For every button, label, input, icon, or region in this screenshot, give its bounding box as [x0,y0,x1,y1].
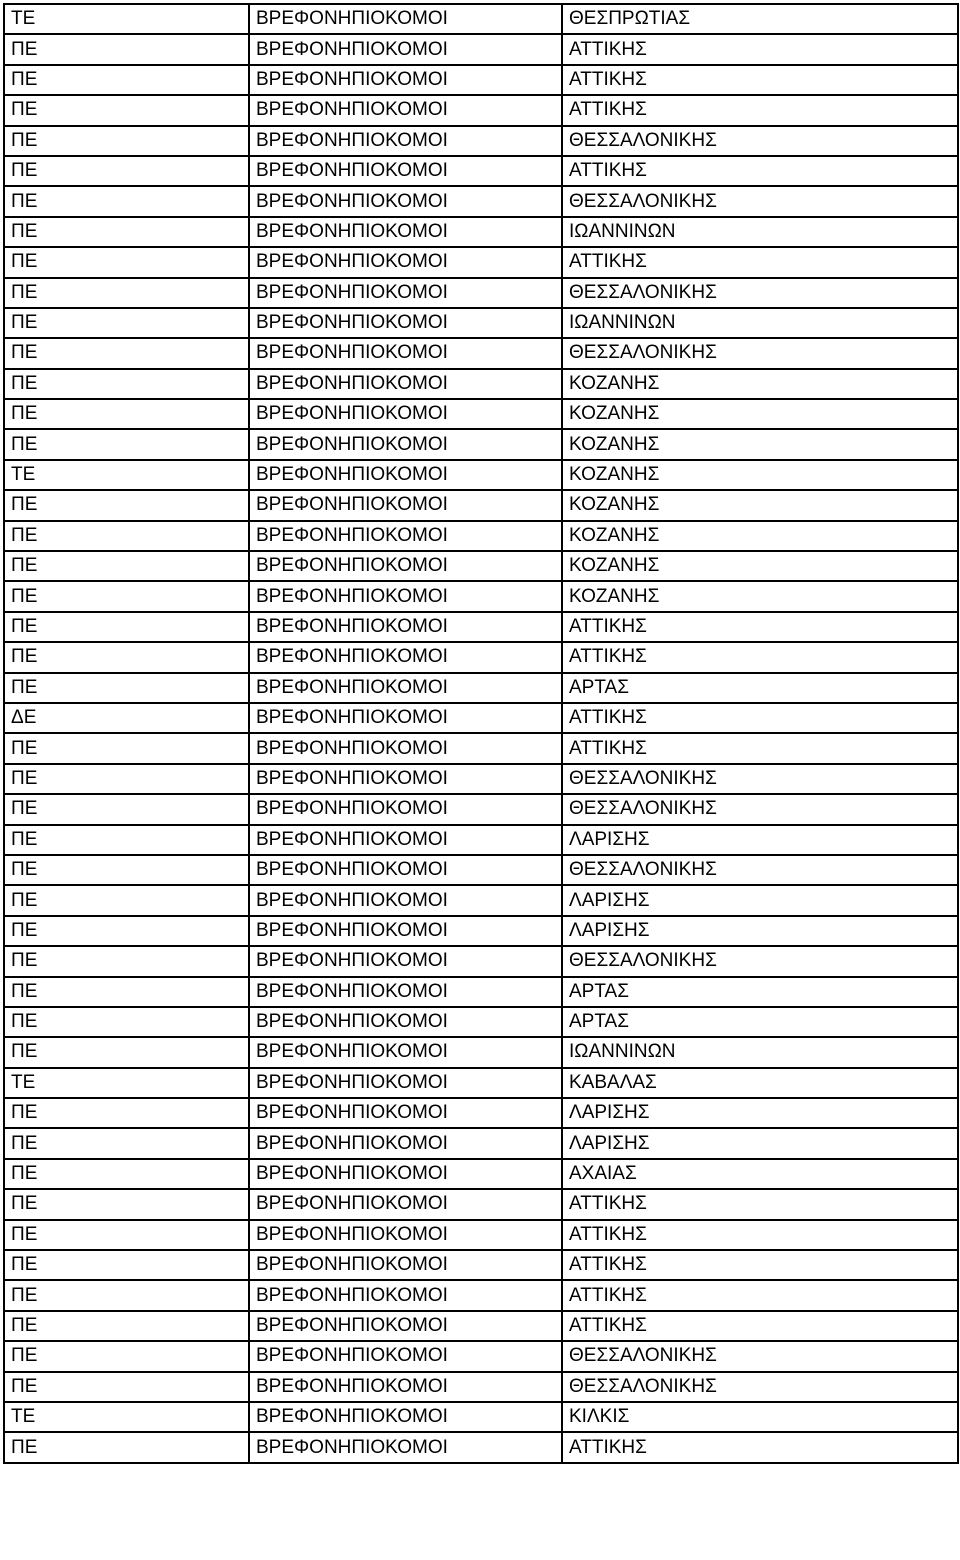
specialty-cell: ΒΡΕΦΟΝΗΠΙΟΚΟΜΟΙ [249,1159,562,1189]
specialty-cell: ΒΡΕΦΟΝΗΠΙΟΚΟΜΟΙ [249,1007,562,1037]
table-row [4,1432,958,1462]
table-row [4,429,958,459]
region-cell: ΑΤΤΙΚΗΣ [562,65,958,95]
specialty-cell: ΒΡΕΦΟΝΗΠΙΟΚΟΜΟΙ [249,551,562,581]
region-cell: ΘΕΣΣΑΛΟΝΙΚΗΣ [562,946,958,976]
region-cell: ΘΕΣΣΑΛΟΝΙΚΗΣ [562,794,958,824]
category-cell: ΠΕ [4,34,249,64]
specialty-cell: ΒΡΕΦΟΝΗΠΙΟΚΟΜΟΙ [249,126,562,156]
specialty-cell: ΒΡΕΦΟΝΗΠΙΟΚΟΜΟΙ [249,1402,562,1432]
region-cell: ΚΟΖΑΝΗΣ [562,581,958,611]
specialty-cell: ΒΡΕΦΟΝΗΠΙΟΚΟΜΟΙ [249,1250,562,1280]
table-row [4,703,958,733]
region-cell: ΑΧΑΙΑΣ [562,1159,958,1189]
category-cell: ΤΕ [4,460,249,490]
specialty-cell: ΒΡΕΦΟΝΗΠΙΟΚΟΜΟΙ [249,1098,562,1128]
region-cell: ΚΟΖΑΝΗΣ [562,521,958,551]
category-cell: ΠΕ [4,551,249,581]
specialty-cell: ΒΡΕΦΟΝΗΠΙΟΚΟΜΟΙ [249,794,562,824]
category-cell: ΠΕ [4,764,249,794]
category-cell: ΠΕ [4,855,249,885]
specialty-cell: ΒΡΕΦΟΝΗΠΙΟΚΟΜΟΙ [249,247,562,277]
category-cell: ΠΕ [4,217,249,247]
table-row [4,642,958,672]
category-cell: ΠΕ [4,885,249,915]
region-cell: ΑΤΤΙΚΗΣ [562,1280,958,1310]
region-cell: ΘΕΣΣΑΛΟΝΙΚΗΣ [562,764,958,794]
specialty-cell: ΒΡΕΦΟΝΗΠΙΟΚΟΜΟΙ [249,95,562,125]
region-cell: ΑΤΤΙΚΗΣ [562,95,958,125]
category-cell: ΠΕ [4,1432,249,1462]
table-row [4,1220,958,1250]
region-cell: ΑΤΤΙΚΗΣ [562,1189,958,1219]
category-cell: ΠΕ [4,673,249,703]
category-cell: ΠΕ [4,1372,249,1402]
category-cell: ΤΕ [4,4,249,34]
specialty-cell: ΒΡΕΦΟΝΗΠΙΟΚΟΜΟΙ [249,521,562,551]
category-cell: ΠΕ [4,126,249,156]
category-cell: ΠΕ [4,1220,249,1250]
table-row [4,95,958,125]
specialty-cell: ΒΡΕΦΟΝΗΠΙΟΚΟΜΟΙ [249,4,562,34]
category-cell: ΠΕ [4,946,249,976]
region-cell: ΚΟΖΑΝΗΣ [562,551,958,581]
category-cell: ΔΕ [4,703,249,733]
region-cell: ΑΤΤΙΚΗΣ [562,733,958,763]
table-row [4,186,958,216]
table-row [4,946,958,976]
specialty-cell: ΒΡΕΦΟΝΗΠΙΟΚΟΜΟΙ [249,581,562,611]
category-cell: ΠΕ [4,490,249,520]
category-cell: ΠΕ [4,1007,249,1037]
table-row [4,1007,958,1037]
table-row [4,65,958,95]
region-cell: ΑΤΤΙΚΗΣ [562,1220,958,1250]
category-cell: ΠΕ [4,247,249,277]
category-cell: ΠΕ [4,521,249,551]
specialty-cell: ΒΡΕΦΟΝΗΠΙΟΚΟΜΟΙ [249,946,562,976]
category-cell: ΠΕ [4,1280,249,1310]
table-row [4,794,958,824]
category-cell: ΠΕ [4,1159,249,1189]
table-row [4,338,958,368]
region-cell: ΑΡΤΑΣ [562,977,958,1007]
table-row [4,1068,958,1098]
region-cell: ΘΕΣΣΑΛΟΝΙΚΗΣ [562,855,958,885]
region-cell: ΘΕΣΣΑΛΟΝΙΚΗΣ [562,278,958,308]
specialty-cell: ΒΡΕΦΟΝΗΠΙΟΚΟΜΟΙ [249,855,562,885]
table-row [4,551,958,581]
table-row [4,1250,958,1280]
table-row [4,278,958,308]
table-row [4,521,958,551]
category-cell: ΠΕ [4,308,249,338]
region-cell: ΘΕΣΣΑΛΟΝΙΚΗΣ [562,186,958,216]
category-cell: ΠΕ [4,1311,249,1341]
table-row [4,581,958,611]
category-cell: ΠΕ [4,95,249,125]
region-cell: ΙΩΑΝΝΙΝΩΝ [562,217,958,247]
region-cell: ΛΑΡΙΣΗΣ [562,1128,958,1158]
region-cell: ΘΕΣΠΡΩΤΙΑΣ [562,4,958,34]
region-cell: ΚΟΖΑΝΗΣ [562,369,958,399]
specialty-cell: ΒΡΕΦΟΝΗΠΙΟΚΟΜΟΙ [249,1311,562,1341]
table-row [4,156,958,186]
specialty-cell: ΒΡΕΦΟΝΗΠΙΟΚΟΜΟΙ [249,1341,562,1371]
table-row [4,1280,958,1310]
specialty-cell: ΒΡΕΦΟΝΗΠΙΟΚΟΜΟΙ [249,186,562,216]
category-cell: ΠΕ [4,1128,249,1158]
specialty-cell: ΒΡΕΦΟΝΗΠΙΟΚΟΜΟΙ [249,429,562,459]
table-row [4,977,958,1007]
table-row [4,885,958,915]
specialty-cell: ΒΡΕΦΟΝΗΠΙΟΚΟΜΟΙ [249,1037,562,1067]
region-cell: ΑΤΤΙΚΗΣ [562,1250,958,1280]
specialty-cell: ΒΡΕΦΟΝΗΠΙΟΚΟΜΟΙ [249,825,562,855]
specialty-cell: ΒΡΕΦΟΝΗΠΙΟΚΟΜΟΙ [249,642,562,672]
specialty-cell: ΒΡΕΦΟΝΗΠΙΟΚΟΜΟΙ [249,733,562,763]
category-cell: ΤΕ [4,1068,249,1098]
region-cell: ΑΤΤΙΚΗΣ [562,34,958,64]
specialty-cell: ΒΡΕΦΟΝΗΠΙΟΚΟΜΟΙ [249,338,562,368]
region-cell: ΘΕΣΣΑΛΟΝΙΚΗΣ [562,126,958,156]
category-cell: ΠΕ [4,65,249,95]
region-cell: ΘΕΣΣΑΛΟΝΙΚΗΣ [562,338,958,368]
category-cell: ΠΕ [4,1037,249,1067]
category-cell: ΠΕ [4,186,249,216]
specialty-cell: ΒΡΕΦΟΝΗΠΙΟΚΟΜΟΙ [249,1432,562,1462]
table-row [4,764,958,794]
region-cell: ΑΤΤΙΚΗΣ [562,703,958,733]
table-body [4,4,958,1463]
specialty-cell: ΒΡΕΦΟΝΗΠΙΟΚΟΜΟΙ [249,703,562,733]
region-cell: ΘΕΣΣΑΛΟΝΙΚΗΣ [562,1372,958,1402]
table-row [4,217,958,247]
category-cell: ΠΕ [4,642,249,672]
specialty-cell: ΒΡΕΦΟΝΗΠΙΟΚΟΜΟΙ [249,977,562,1007]
region-cell: ΚΟΖΑΝΗΣ [562,490,958,520]
table-row [4,1159,958,1189]
table-row [4,1402,958,1432]
region-cell: ΛΑΡΙΣΗΣ [562,916,958,946]
category-cell: ΠΕ [4,429,249,459]
specialty-cell: ΒΡΕΦΟΝΗΠΙΟΚΟΜΟΙ [249,885,562,915]
table-row [4,673,958,703]
table-row [4,916,958,946]
region-cell: ΑΤΤΙΚΗΣ [562,156,958,186]
specialty-cell: ΒΡΕΦΟΝΗΠΙΟΚΟΜΟΙ [249,278,562,308]
category-cell: ΠΕ [4,916,249,946]
category-cell: ΠΕ [4,1341,249,1371]
table-row [4,4,958,34]
category-cell: ΠΕ [4,278,249,308]
region-cell: ΑΤΤΙΚΗΣ [562,247,958,277]
category-cell: ΠΕ [4,156,249,186]
specialty-cell: ΒΡΕΦΟΝΗΠΙΟΚΟΜΟΙ [249,34,562,64]
category-cell: ΠΕ [4,612,249,642]
specialty-cell: ΒΡΕΦΟΝΗΠΙΟΚΟΜΟΙ [249,916,562,946]
table-row [4,460,958,490]
region-cell: ΚΙΛΚΙΣ [562,1402,958,1432]
region-cell: ΚΟΖΑΝΗΣ [562,460,958,490]
region-cell: ΑΡΤΑΣ [562,673,958,703]
region-cell: ΑΤΤΙΚΗΣ [562,612,958,642]
specialty-cell: ΒΡΕΦΟΝΗΠΙΟΚΟΜΟΙ [249,764,562,794]
table-row [4,1372,958,1402]
category-cell: ΠΕ [4,369,249,399]
table-row [4,1189,958,1219]
specialty-cell: ΒΡΕΦΟΝΗΠΙΟΚΟΜΟΙ [249,673,562,703]
category-cell: ΠΕ [4,338,249,368]
region-cell: ΑΤΤΙΚΗΣ [562,642,958,672]
specialty-cell: ΒΡΕΦΟΝΗΠΙΟΚΟΜΟΙ [249,1128,562,1158]
specialty-cell: ΒΡΕΦΟΝΗΠΙΟΚΟΜΟΙ [249,612,562,642]
region-cell: ΑΤΤΙΚΗΣ [562,1311,958,1341]
category-cell: ΠΕ [4,1189,249,1219]
table-row [4,308,958,338]
specialty-cell: ΒΡΕΦΟΝΗΠΙΟΚΟΜΟΙ [249,217,562,247]
region-cell: ΚΟΖΑΝΗΣ [562,399,958,429]
table-row [4,490,958,520]
specialty-cell: ΒΡΕΦΟΝΗΠΙΟΚΟΜΟΙ [249,460,562,490]
specialty-cell: ΒΡΕΦΟΝΗΠΙΟΚΟΜΟΙ [249,308,562,338]
region-cell: ΚΟΖΑΝΗΣ [562,429,958,459]
region-cell: ΑΤΤΙΚΗΣ [562,1432,958,1462]
data-table [3,3,959,1464]
category-cell: ΠΕ [4,977,249,1007]
specialty-cell: ΒΡΕΦΟΝΗΠΙΟΚΟΜΟΙ [249,1280,562,1310]
table-row [4,733,958,763]
specialty-cell: ΒΡΕΦΟΝΗΠΙΟΚΟΜΟΙ [249,1372,562,1402]
region-cell: ΑΡΤΑΣ [562,1007,958,1037]
specialty-cell: ΒΡΕΦΟΝΗΠΙΟΚΟΜΟΙ [249,1220,562,1250]
table-row [4,855,958,885]
region-cell: ΙΩΑΝΝΙΝΩΝ [562,308,958,338]
category-cell: ΠΕ [4,1250,249,1280]
specialty-cell: ΒΡΕΦΟΝΗΠΙΟΚΟΜΟΙ [249,369,562,399]
region-cell: ΛΑΡΙΣΗΣ [562,885,958,915]
specialty-cell: ΒΡΕΦΟΝΗΠΙΟΚΟΜΟΙ [249,490,562,520]
table-row [4,1341,958,1371]
specialty-cell: ΒΡΕΦΟΝΗΠΙΟΚΟΜΟΙ [249,1068,562,1098]
region-cell: ΛΑΡΙΣΗΣ [562,1098,958,1128]
category-cell: ΠΕ [4,1098,249,1128]
region-cell: ΚΑΒΑΛΑΣ [562,1068,958,1098]
specialty-cell: ΒΡΕΦΟΝΗΠΙΟΚΟΜΟΙ [249,156,562,186]
region-cell: ΙΩΑΝΝΙΝΩΝ [562,1037,958,1067]
specialty-cell: ΒΡΕΦΟΝΗΠΙΟΚΟΜΟΙ [249,65,562,95]
table-row [4,247,958,277]
table-row [4,825,958,855]
category-cell: ΠΕ [4,399,249,429]
table-row [4,1037,958,1067]
category-cell: ΤΕ [4,1402,249,1432]
specialty-cell: ΒΡΕΦΟΝΗΠΙΟΚΟΜΟΙ [249,1189,562,1219]
table-row [4,126,958,156]
table-row [4,399,958,429]
category-cell: ΠΕ [4,581,249,611]
region-cell: ΛΑΡΙΣΗΣ [562,825,958,855]
table-row [4,1311,958,1341]
specialty-cell: ΒΡΕΦΟΝΗΠΙΟΚΟΜΟΙ [249,399,562,429]
category-cell: ΠΕ [4,825,249,855]
table-row [4,1098,958,1128]
region-cell: ΘΕΣΣΑΛΟΝΙΚΗΣ [562,1341,958,1371]
table-row [4,612,958,642]
table-row [4,1128,958,1158]
table-row [4,34,958,64]
category-cell: ΠΕ [4,794,249,824]
table-row [4,369,958,399]
category-cell: ΠΕ [4,733,249,763]
